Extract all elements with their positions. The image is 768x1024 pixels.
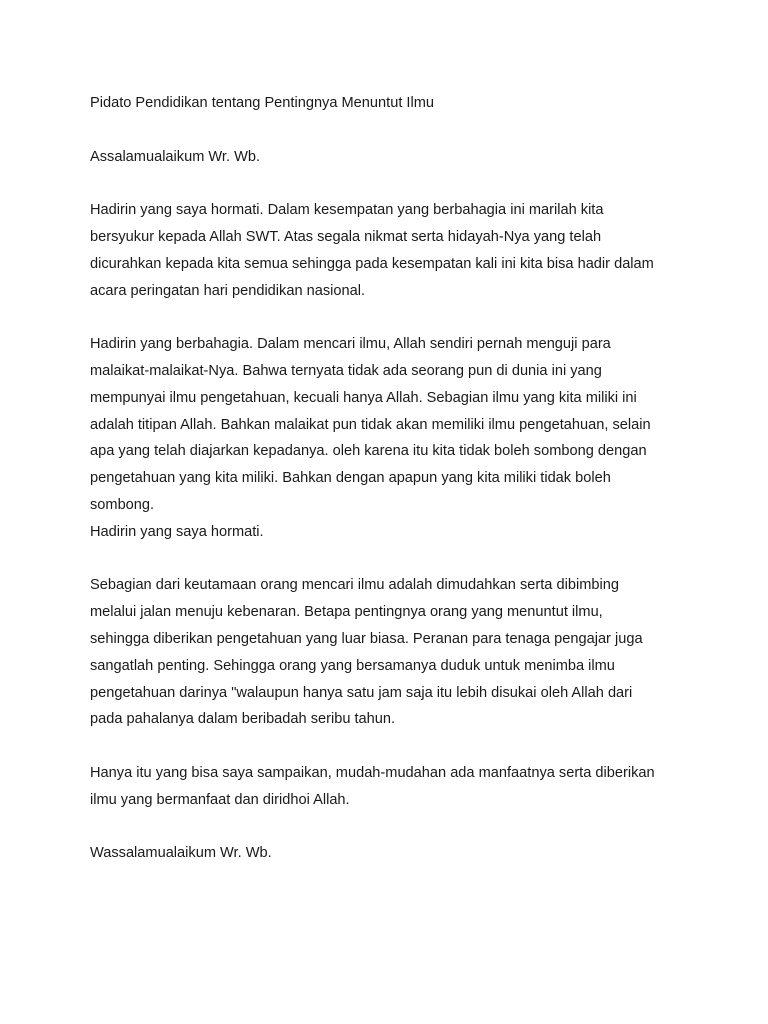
paragraph-line: ilmu yang bermanfaat dan diridhoi Allah. — [90, 791, 350, 808]
paragraph-line: sehingga diberikan pengetahuan yang luar biasa. Peranan para tenaga pengajar juga — [90, 630, 643, 647]
paragraph-line: Hadirin yang berbahagia. Dalam mencari ilmu, Allah sendiri pernah menguji para — [90, 336, 611, 353]
spacer — [90, 733, 690, 760]
paragraph-line: pengetahuan yang kita miliki. Bahkan dengan apapun yang kita miliki tidak boleh — [90, 470, 611, 487]
paragraph-line: sombong. — [90, 496, 155, 513]
paragraph-line: bersyukur kepada Allah SWT. Atas segala nikmat serta hidayah-Nya yang telah — [90, 228, 602, 245]
paragraph-line: sangatlah penting. Sehingga orang yang bersamanya duduk untuk menimba ilmu — [90, 657, 615, 674]
spacer — [90, 170, 690, 197]
spacer — [90, 546, 690, 573]
paragraph-line: Hanya itu yang bisa saya sampaikan, mudah-mudahan ada manfaatnya serta diberikan — [90, 764, 655, 781]
paragraph-line: adalah titipan Allah. Bahkan malaikat pun tidak akan memiliki ilmu pengetahuan, selain — [90, 416, 651, 433]
paragraph-line: pengetahuan darinya "walaupun hanya satu jam saja itu lebih disukai oleh Allah dari — [90, 684, 633, 701]
paragraph-line: pada pahalanya dalam beribadah seribu tahun. — [90, 711, 396, 728]
paragraph-line: melalui jalan menuju kebenaran. Betapa pentingnya orang yang menuntut ilmu, — [90, 604, 603, 621]
paragraph-line: Sebagian dari keutamaan orang mencari ilmu adalah dimudahkan serta dibimbing — [90, 577, 619, 594]
paragraph-line: Hadirin yang saya hormati. — [90, 523, 264, 540]
closing: Wassalamualaikum Wr. Wb. — [90, 845, 272, 862]
spacer — [90, 814, 690, 841]
paragraph-line: acara peringatan hari pendidikan nasional. — [90, 282, 366, 299]
greeting: Assalamualaikum Wr. Wb. — [90, 148, 261, 165]
paragraph-line: malaikat-malaikat-Nya. Bahwa ternyata tidak ada seorang pun di dunia ini yang — [90, 362, 602, 379]
paragraph-line: Hadirin yang saya hormati. Dalam kesempatan yang berbahagia ini marilah kita — [90, 202, 604, 219]
paragraph-line: apa yang telah diajarkan kepadanya. oleh karena itu kita tidak boleh sombong dengan — [90, 443, 647, 460]
document-title: Pidato Pendidikan tentang Pentingnya Menuntut Ilmu — [90, 95, 435, 111]
paragraph-3 — [90, 572, 690, 733]
paragraph-4 — [90, 760, 690, 814]
paragraph-1 — [90, 197, 690, 304]
spacer — [90, 117, 690, 144]
paragraph-2 — [90, 331, 690, 545]
paragraph-line: dicurahkan kepada kita semua sehingga pada kesempatan kali ini kita bisa hadir dalam — [90, 255, 654, 272]
document-body — [90, 90, 690, 867]
spacer — [90, 304, 690, 331]
paragraph-line: mempunyai ilmu pengetahuan, kecuali hanya Allah. Sebagian ilmu yang kita miliki ini — [90, 389, 637, 406]
